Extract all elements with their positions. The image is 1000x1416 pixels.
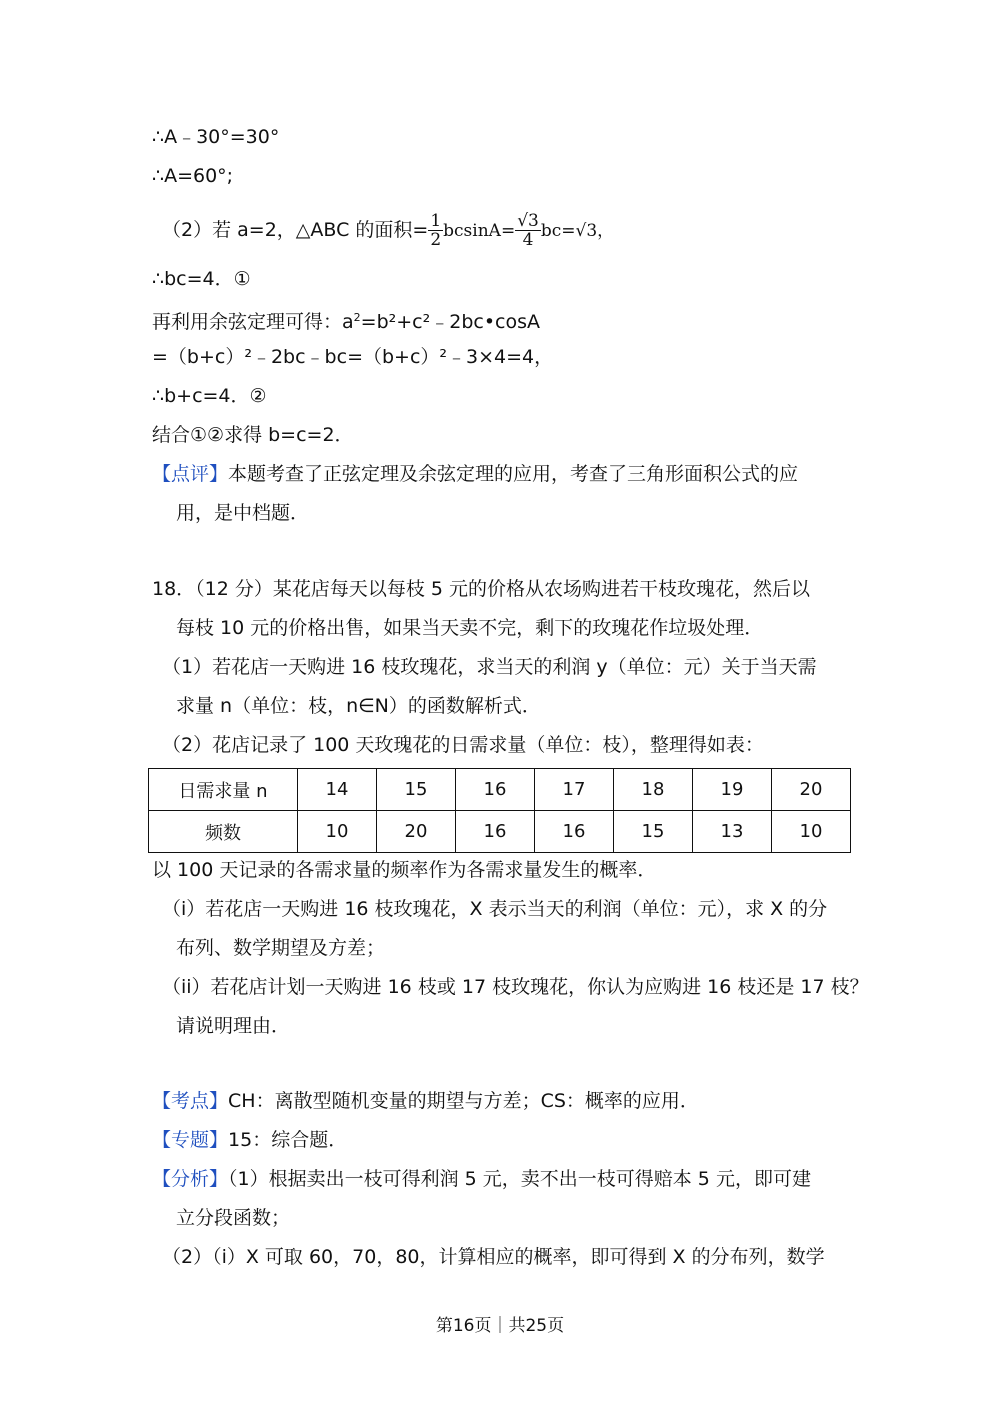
text-line: 每枝 10 元的价格出售，如果当天卖不完，剩下的玫瑰花作垃圾处理． <box>176 617 764 639</box>
table-cell: 10 <box>298 811 377 853</box>
table-cell: 20 <box>772 769 851 811</box>
text-line: 求量 n（单位：枝，n∈N）的函数解析式． <box>176 695 541 717</box>
area-formula-line: （2）若 a=2，△ABC 的面积= $\frac{1}{2}$ bcsinA= $\frac{√3}{4}$ bc=√3， <box>162 211 615 250</box>
demand-frequency-table <box>148 768 851 853</box>
table-header-cell: 频数 <box>149 811 298 853</box>
table-cell: 18 <box>614 769 693 811</box>
text-line: 以 100 天记录的各需求量的频率作为各需求量发生的概率． <box>152 859 657 881</box>
knowledge-point-tag: 【考点】 <box>152 1090 229 1112</box>
table-cell: 16 <box>456 769 535 811</box>
page-footer: 第16页｜共25页 <box>435 1316 565 1336</box>
text-line: （1）若花店一天购进 16 枝玫瑰花，求当天的利润 y（单位：元）关于当天需 <box>162 656 817 678</box>
text-line: 用，是中档题． <box>176 502 310 524</box>
table-cell: 14 <box>298 769 377 811</box>
topic-line: 【专题】15：综合题． <box>152 1129 348 1151</box>
question-title: 18．（12 分）某花店每天以每枝 5 元的价格从农场购进若干枝玫瑰花，然后以 <box>152 578 811 600</box>
text-line: ∴bc=4．① <box>152 268 251 290</box>
table-cell: 17 <box>535 769 614 811</box>
table-header-cell: 日需求量 n <box>149 769 298 811</box>
analysis-line: 【分析】（1）根据卖出一枝可得利润 5 元，卖不出一枝可得赔本 5 元，即可建 <box>152 1168 811 1190</box>
text-line: ∴A=60°; <box>152 165 234 187</box>
knowledge-point-line: 【考点】CH：离散型随机变量的期望与方差；CS：概率的应用． <box>152 1090 699 1112</box>
fraction-half: $\frac{1}{2}$ <box>430 211 442 250</box>
table-cell: 20 <box>377 811 456 853</box>
text-line: 立分段函数； <box>176 1207 291 1229</box>
table-cell: 15 <box>614 811 693 853</box>
text-line: 请说明理由． <box>176 1015 291 1037</box>
table-cell: 16 <box>535 811 614 853</box>
text-line: （i）若花店一天购进 16 枝玫瑰花，X 表示当天的利润（单位：元），求 X 的分 <box>162 898 828 920</box>
comment-tag: 【点评】 <box>152 463 229 485</box>
topic-tag: 【专题】 <box>152 1129 229 1151</box>
table-cell: 10 <box>772 811 851 853</box>
text-line: =（b+c）²﹣2bc﹣bc=（b+c）²﹣3×4=4， <box>152 346 554 368</box>
analysis-tag: 【分析】 <box>152 1168 229 1190</box>
table-cell: 19 <box>693 769 772 811</box>
text-line: （2）（i）X 可取 60，70，80，计算相应的概率，即可得到 X 的分布列，数学 <box>162 1246 825 1268</box>
fraction-sqrt3-over-4: $\frac{√3}{4}$ <box>517 211 539 250</box>
table-cell: 13 <box>693 811 772 853</box>
text-line: ∴b+c=4．② <box>152 385 267 407</box>
table-row <box>149 769 851 811</box>
text-line: 布列、数学期望及方差； <box>176 937 386 959</box>
table-row <box>149 811 851 853</box>
text-line: （ii）若花店计划一天购进 16 枝或 17 枝玫瑰花，你认为应购进 16 枝还是 17 枝？ <box>162 976 869 998</box>
cosine-law-line: 再利用余弦定理可得：$a^2=b^2+c^2﹣2bc•\cos A$ <box>152 311 541 333</box>
text-line: ∴A﹣30°=30° <box>152 126 280 148</box>
text-line: （2）花店记录了 100 天玫瑰花的日需求量（单位：枝），整理得如表： <box>162 734 764 756</box>
table-cell: 15 <box>377 769 456 811</box>
table-cell: 16 <box>456 811 535 853</box>
text-line: 结合①②求得 b=c=2． <box>152 424 354 446</box>
comment-line: 【点评】本题考查了正弦定理及余弦定理的应用，考查了三角形面积公式的应 <box>152 463 799 485</box>
